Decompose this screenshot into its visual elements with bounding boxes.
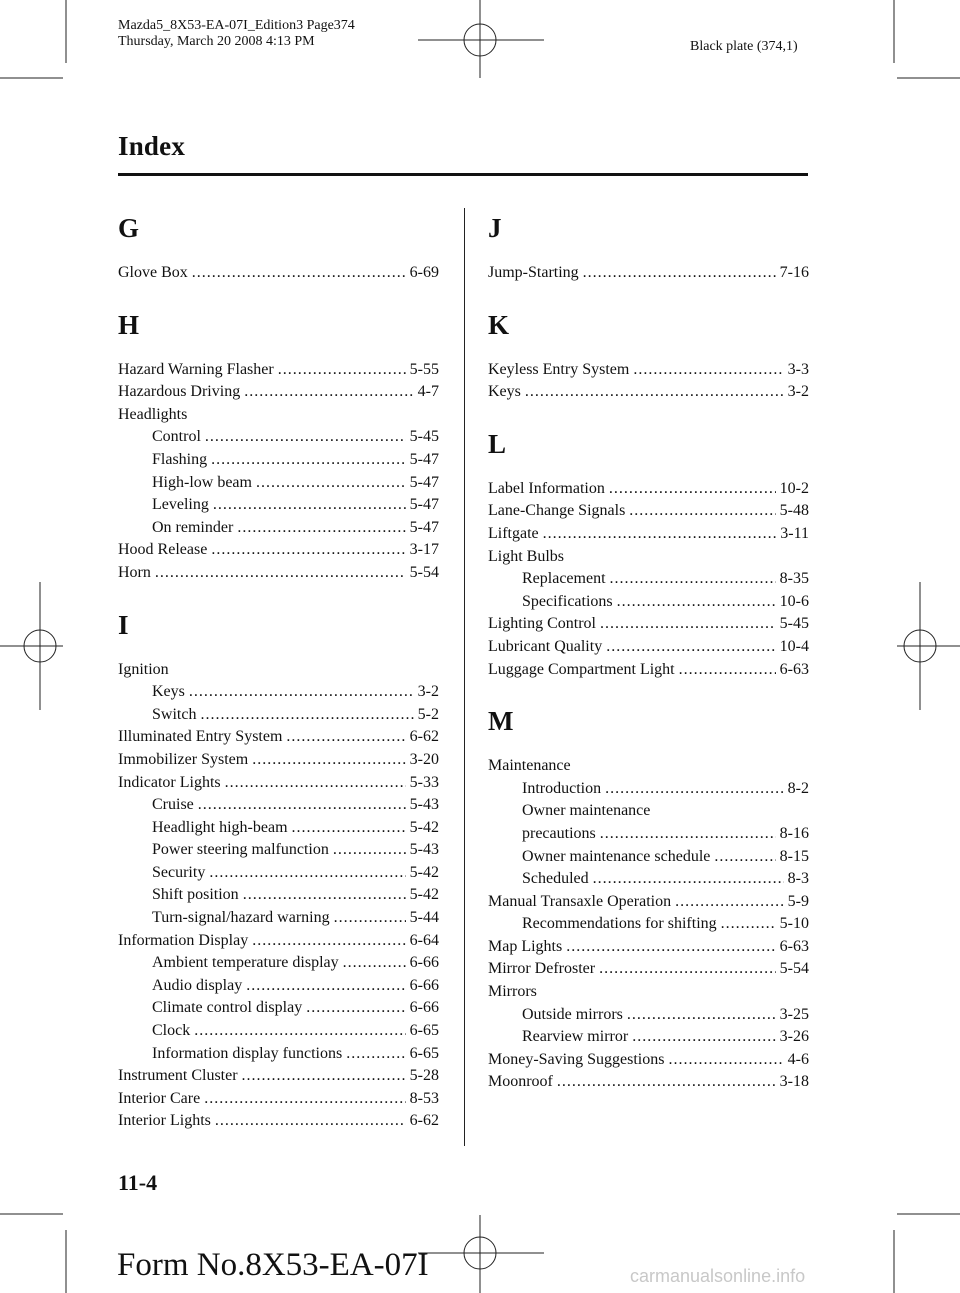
file-info-line2: Thursday, March 20 2008 4:13 PM [118, 34, 315, 49]
index-entry [118, 1088, 439, 1111]
entry-term: Headlight high-beam [152, 818, 288, 836]
dot-leader [192, 262, 406, 285]
entry-term: Security [152, 863, 206, 881]
dot-leader [721, 913, 776, 936]
dot-leader [633, 359, 783, 382]
entry-page: 6-63 [779, 937, 809, 955]
entry-page: 4-7 [417, 383, 439, 401]
dot-leader [242, 1065, 406, 1088]
entry-page: 5-45 [779, 615, 809, 633]
dot-leader [557, 1071, 776, 1094]
index-entry [118, 381, 439, 404]
dot-leader [334, 907, 406, 930]
section-gap [488, 681, 809, 699]
index-entry [118, 1110, 439, 1133]
entry-term: Information Display [118, 931, 249, 949]
index-subentry [488, 1026, 809, 1049]
entry-page: 8-3 [787, 870, 809, 888]
dot-leader [256, 472, 406, 495]
entry-page: 5-42 [409, 886, 439, 904]
entry-term: Hazardous Driving [118, 383, 241, 401]
dot-leader [599, 958, 776, 981]
index-entry [488, 546, 809, 569]
entry-term: precautions [522, 824, 596, 842]
index-subentry [118, 449, 439, 472]
index-subentry [118, 839, 439, 862]
page-title: Index [118, 131, 186, 161]
index-entry [118, 562, 439, 585]
entry-term: Maintenance [488, 757, 571, 775]
entry-term: Keys [488, 383, 521, 401]
index-subentry [488, 913, 809, 936]
entry-term: Illuminated Entry System [118, 728, 283, 746]
index-entry [118, 659, 439, 682]
entry-term: Keyless Entry System [488, 360, 630, 378]
index-entry [488, 381, 809, 404]
dot-leader [252, 749, 405, 772]
entry-page: 5-9 [787, 892, 809, 910]
entry-term: Power steering malfunction [152, 841, 329, 859]
entry-term: Turn-signal/hazard warning [152, 909, 330, 927]
dot-leader [543, 523, 777, 546]
dot-leader [252, 930, 405, 953]
dot-leader [211, 449, 406, 472]
index-subentry [118, 1020, 439, 1043]
dot-leader [209, 862, 405, 885]
entry-term: High-low beam [152, 473, 252, 491]
entry-term: Information display functions [152, 1044, 343, 1062]
column-divider [464, 208, 465, 1146]
form-number: Form No.8X53-EA-07I [117, 1247, 429, 1283]
entry-page: 10-4 [779, 637, 809, 655]
index-entry [118, 772, 439, 795]
entry-term: Hazard Warning Flasher [118, 360, 274, 378]
index-entry [118, 404, 439, 427]
dot-leader [679, 659, 776, 682]
entry-term: Clock [152, 1022, 191, 1040]
dot-leader [610, 568, 776, 591]
entry-page: 6-69 [409, 264, 439, 281]
section-gap [488, 285, 809, 303]
index-entry [488, 755, 809, 778]
entry-page: 5-47 [409, 518, 439, 536]
entry-term: Label Information [488, 479, 605, 497]
entry-page: 8-15 [779, 847, 809, 865]
entry-page: 5-47 [409, 450, 439, 468]
index-subentry [118, 472, 439, 495]
entry-term: Specifications [522, 592, 613, 610]
entry-term: Replacement [522, 570, 606, 588]
entry-page: 6-65 [409, 1022, 439, 1040]
entry-term: Luggage Compartment Light [488, 660, 675, 678]
entry-term: Rearview mirror [522, 1028, 629, 1046]
index-subentry [118, 975, 439, 998]
index-entry [118, 359, 439, 382]
entry-page: 5-47 [409, 473, 439, 491]
section-letter: G [118, 213, 140, 243]
page-number: 11-4 [118, 1170, 158, 1195]
index-entry [488, 636, 809, 659]
entry-page: 8-16 [779, 824, 809, 842]
entry-page: 5-33 [409, 773, 439, 791]
index-entry [118, 1065, 439, 1088]
dot-leader [346, 1043, 405, 1066]
entry-term: Owner maintenance [522, 802, 651, 820]
index-subentry [488, 823, 809, 846]
entry-page: 3-2 [787, 383, 809, 401]
entry-term: Scheduled [522, 870, 589, 888]
index-subentry [118, 907, 439, 930]
index-entry [488, 1071, 809, 1094]
dot-leader [609, 478, 776, 501]
entry-page: 5-10 [779, 915, 809, 933]
index-entry [488, 478, 809, 501]
index-subentry [118, 952, 439, 975]
index-entry [118, 749, 439, 772]
index-subentry [118, 862, 439, 885]
dot-leader [246, 975, 405, 998]
entry-page: 3-3 [787, 360, 809, 378]
dot-leader [278, 359, 406, 382]
section-letter: L [488, 428, 507, 459]
index-entry [488, 981, 809, 1004]
index-column-right [488, 206, 809, 1094]
dot-leader [606, 636, 775, 659]
watermark: carmanualsonline.info [630, 1266, 806, 1286]
index-entry [488, 262, 809, 285]
entry-page: 3-20 [409, 750, 439, 768]
section-letter: K [488, 309, 510, 340]
entry-term: Keys [152, 683, 185, 701]
dot-leader [632, 1026, 775, 1049]
entry-term: Interior Lights [118, 1112, 211, 1130]
dot-leader [237, 517, 405, 540]
entry-term: Ambient temperature display [152, 954, 339, 972]
index-subentry [488, 800, 809, 823]
entry-page: 7-16 [779, 264, 809, 281]
entry-page: 5-55 [409, 360, 439, 378]
section-letter: M [488, 706, 514, 737]
index-entry [488, 1049, 809, 1072]
index-subentry [118, 884, 439, 907]
dot-leader [714, 846, 775, 869]
entry-page: 6-62 [409, 1112, 439, 1130]
entry-term: Manual Transaxle Operation [488, 892, 672, 910]
entry-term: Audio display [152, 976, 243, 994]
dot-leader [627, 1004, 776, 1027]
dot-leader [243, 884, 406, 907]
entry-page: 6-62 [409, 728, 439, 746]
entry-page: 5-42 [409, 863, 439, 881]
dot-leader [675, 891, 784, 914]
entry-term: Switch [152, 705, 197, 723]
entry-term: Moonroof [488, 1073, 553, 1091]
dot-leader [605, 778, 784, 801]
entry-page: 5-28 [409, 1067, 439, 1085]
entry-page: 3-26 [779, 1028, 809, 1046]
dot-leader [629, 500, 775, 523]
dot-leader [593, 868, 784, 891]
entry-page: 3-17 [409, 541, 439, 559]
dot-leader [600, 823, 776, 846]
entry-term: Lane-Change Signals [488, 502, 626, 520]
file-info [118, 18, 355, 50]
dot-leader [225, 772, 406, 795]
entry-page: 8-2 [787, 779, 809, 797]
entry-term: Lighting Control [488, 615, 596, 633]
dot-leader [205, 426, 406, 449]
entry-term: Flashing [152, 450, 208, 468]
title-rule [118, 173, 808, 176]
dot-leader [333, 839, 406, 862]
index-subentry [488, 1004, 809, 1027]
entry-term: Owner maintenance schedule [522, 847, 711, 865]
index-subentry [488, 591, 809, 614]
entry-term: Hood Release [118, 541, 208, 559]
dot-leader [194, 1020, 405, 1043]
index-subentry [118, 997, 439, 1020]
index-entry [488, 523, 809, 546]
entry-page: 5-44 [409, 909, 439, 927]
section-gap [118, 585, 439, 603]
entry-term: Cruise [152, 796, 194, 814]
index-subentry [118, 494, 439, 517]
entry-page: 6-66 [409, 976, 439, 994]
entry-page: 5-42 [409, 818, 439, 836]
index-entry [118, 726, 439, 749]
entry-term: Instrument Cluster [118, 1067, 238, 1085]
section-letter: H [118, 309, 140, 340]
entry-term: Map Lights [488, 937, 563, 955]
dot-leader [211, 539, 405, 562]
entry-page: 10-6 [779, 592, 809, 610]
index-subentry [118, 517, 439, 540]
entry-term: Headlights [118, 405, 188, 423]
dot-leader [198, 794, 406, 817]
entry-page: 8-53 [409, 1089, 439, 1107]
dot-leader [525, 381, 784, 404]
section-letter: J [488, 213, 502, 243]
entry-term: Mirrors [488, 983, 537, 1001]
section-letter: I [118, 609, 129, 640]
dot-leader [600, 613, 776, 636]
entry-term: Immobilizer System [118, 750, 249, 768]
dot-leader [155, 562, 406, 585]
entry-page: 6-65 [409, 1044, 439, 1062]
entry-term: Light Bulbs [488, 547, 565, 565]
dot-leader [566, 936, 775, 959]
index-subentry [118, 426, 439, 449]
dot-leader [213, 494, 406, 517]
index-subentry [488, 568, 809, 591]
entry-page: 6-63 [779, 660, 809, 678]
entry-term: Climate control display [152, 999, 303, 1017]
entry-page: 5-54 [779, 960, 809, 978]
entry-page: 3-18 [779, 1073, 809, 1091]
entry-page: 6-66 [409, 999, 439, 1017]
entry-term: Indicator Lights [118, 773, 221, 791]
index-column-left [118, 206, 439, 1133]
entry-term: Control [152, 428, 201, 446]
entry-page: 3-25 [779, 1005, 809, 1023]
entry-page: 3-2 [417, 683, 439, 701]
dot-leader [286, 726, 405, 749]
section-gap [488, 404, 809, 422]
index-subentry [488, 846, 809, 869]
entry-term: Ignition [118, 660, 169, 678]
index-subentry [488, 868, 809, 891]
dot-leader [292, 817, 406, 840]
file-info-line1: Mazda5_8X53-EA-07I_Edition3 Page374 [118, 18, 355, 33]
dot-leader [343, 952, 406, 975]
dot-leader [244, 381, 413, 404]
entry-page: 5-43 [409, 841, 439, 859]
index-entry [118, 539, 439, 562]
dot-leader [189, 681, 414, 704]
entry-term: Mirror Defroster [488, 960, 596, 978]
index-entry [488, 613, 809, 636]
entry-page: 5-54 [409, 563, 439, 581]
entry-term: Money-Saving Suggestions [488, 1050, 665, 1068]
entry-page: 6-64 [409, 931, 439, 949]
index-entry [488, 500, 809, 523]
index-entry [488, 936, 809, 959]
dot-leader [617, 591, 776, 614]
dot-leader [306, 997, 405, 1020]
index-entry [488, 891, 809, 914]
index-subentry [118, 817, 439, 840]
entry-term: Liftgate [488, 524, 539, 542]
entry-term: Recommendations for shifting [522, 915, 717, 933]
entry-term: On reminder [152, 518, 234, 536]
entry-term: Jump-Starting [488, 264, 579, 281]
entry-term: Horn [118, 563, 151, 581]
entry-term: Interior Care [118, 1089, 201, 1107]
dot-leader [200, 704, 413, 727]
dot-leader [204, 1088, 405, 1111]
entry-page: 3-11 [780, 524, 809, 542]
index-subentry [118, 794, 439, 817]
entry-page: 5-43 [409, 796, 439, 814]
entry-page: 10-2 [779, 479, 809, 497]
entry-page: 5-48 [779, 502, 809, 520]
entry-page: 5-47 [409, 496, 439, 514]
index-entry [488, 958, 809, 981]
dot-leader [668, 1049, 783, 1072]
index-entry [118, 262, 439, 285]
entry-term: Glove Box [118, 264, 188, 281]
index-subentry [118, 704, 439, 727]
entry-term: Shift position [152, 886, 239, 904]
entry-page: 5-45 [409, 428, 439, 446]
index-subentry [118, 681, 439, 704]
index-entry [488, 359, 809, 382]
index-entry [118, 930, 439, 953]
entry-page: 4-6 [787, 1050, 809, 1068]
index-subentry [488, 778, 809, 801]
index-subentry [118, 1043, 439, 1066]
entry-term: Lubricant Quality [488, 637, 603, 655]
entry-page: 6-66 [409, 954, 439, 972]
dot-leader [583, 262, 776, 285]
index-entry [488, 659, 809, 682]
dot-leader [215, 1110, 406, 1133]
entry-term: Leveling [152, 496, 209, 514]
entry-page: 8-35 [779, 570, 809, 588]
entry-term: Outside mirrors [522, 1005, 623, 1023]
section-gap [118, 285, 439, 303]
entry-page: 5-2 [417, 705, 439, 723]
entry-term: Introduction [522, 779, 602, 797]
plate-label: Black plate (374,1) [690, 39, 798, 54]
